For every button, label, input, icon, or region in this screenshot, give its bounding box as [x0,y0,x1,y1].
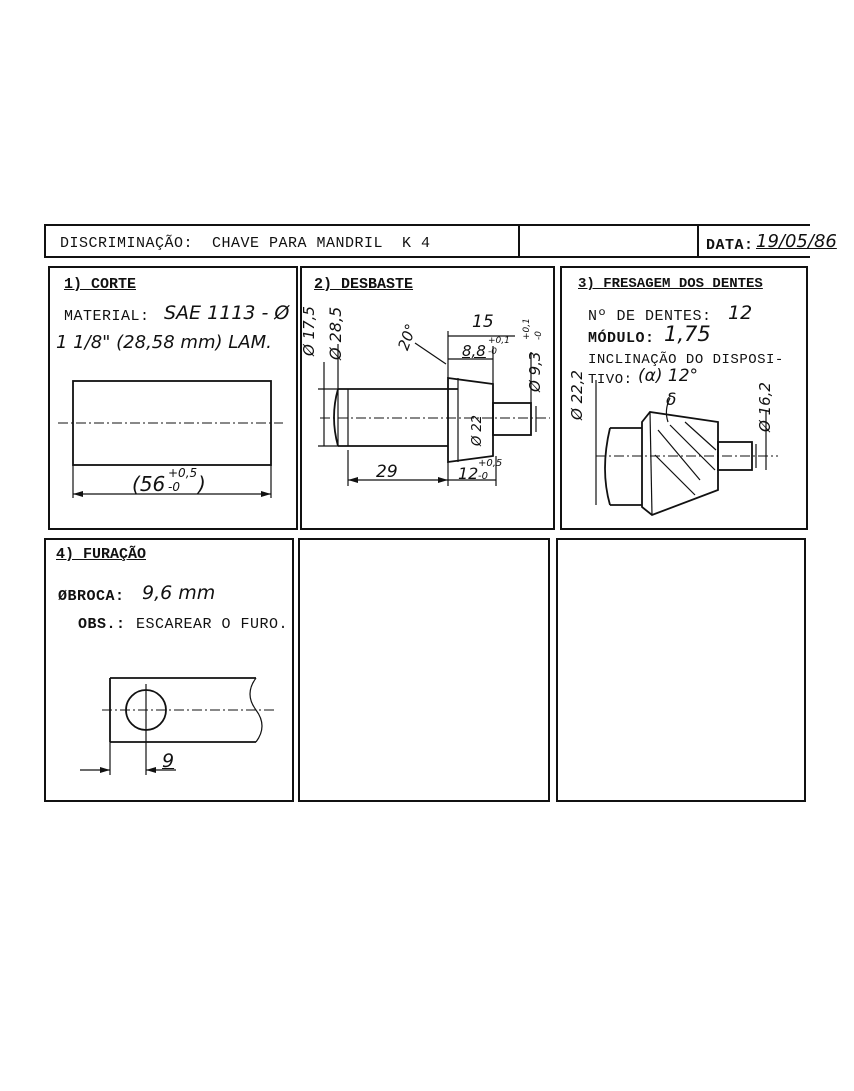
data-value: 19/05/86 [756,231,837,252]
dim-88-tol-plus: +0,1 [488,336,510,346]
discriminacao-label: DISCRIMINAÇÃO: [60,235,194,252]
material-value: SAE 1113 - Ø [164,302,290,324]
panel-empty-3 [556,538,806,802]
desbaste-drawing [300,266,555,530]
dim-15: 15 [472,312,494,332]
dentes-label: Nº DE DENTES: [588,308,712,325]
dentes-value: 12 [728,302,753,324]
dim-d162: Ø 16,2 [756,382,774,432]
dim-9: 9 [162,750,175,772]
data-label: DATA: [706,237,754,254]
dim-29: 29 [376,462,398,482]
header-divider-1 [518,224,520,258]
inclinacao-value: (α) 12° [638,366,699,386]
inclinacao-label-2: TIVO: [588,372,633,388]
dim-d22: Ø 22 [470,415,485,446]
material-label: MATERIAL: [64,308,150,325]
corte-dim-tol-plus: +0,5 [168,466,198,480]
dim-12-tol-plus: +0,5 [478,458,503,469]
dim-12-tol-minus: -0 [478,471,488,482]
dim-d222: Ø 22,2 [568,370,586,420]
furacao-drawing [44,660,294,800]
modulo-value: 1,75 [664,322,711,346]
dim-delta: δ [666,390,677,410]
material-line2: 1 1/8" (28,58 mm) LAM. [56,332,272,353]
corte-dim-tol-minus: -0 [168,480,180,494]
dim-12: 12 [458,464,479,483]
corte-dim-paren: ) [198,472,206,496]
panel-furacao-title: 4) FURAÇÃO [56,546,147,563]
dim-d175: Ø 17,5 [300,306,318,356]
panel-desbaste-title: 2) DESBASTE [314,276,414,293]
panel-corte-title: 1) CORTE [64,276,137,293]
obs-label: OBS.: [78,616,126,633]
dim-d285: Ø 28,5 [326,306,345,360]
obs-value: ESCAREAR O FURO. [136,616,289,633]
header-divider-2 [697,224,699,258]
dim-88-tol-minus: -0 [488,347,497,357]
dim-angle-20: 20° [394,321,421,353]
broca-label: ØBROCA: [58,588,125,605]
panel-fresagem-title: 3) FRESAGEM DOS DENTES [578,276,763,292]
broca-value: 9,6 mm [142,582,216,604]
inclinacao-label-1: INCLINAÇÃO DO DISPOSI- [588,352,784,368]
panel-empty-2 [298,538,550,802]
modulo-label: MÓDULO: [588,330,655,347]
dim-88: 8,8 [462,342,486,360]
discriminacao-value: CHAVE PARA MANDRIL K 4 [212,235,431,252]
corte-drawing [48,370,302,530]
dim-d93-tol-plus: +0,1 [522,318,532,340]
dim-d93-tol-minus: -0 [534,331,544,340]
corte-dim-length: (56 [132,472,166,496]
dim-d93: Ø 9,3 [526,351,544,392]
